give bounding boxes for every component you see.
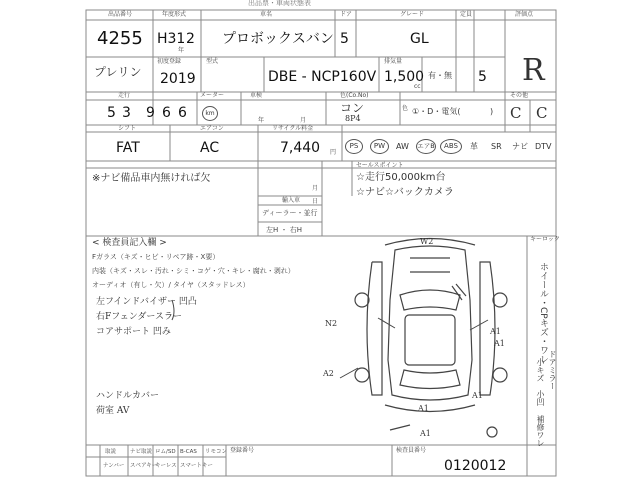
label-color: 色 xyxy=(402,105,409,112)
registration-number: 0120012 xyxy=(444,458,507,474)
note-left: ※ナビ備品車内無ければ欠 xyxy=(92,173,211,184)
color-options: ①・D・電気( xyxy=(412,107,461,116)
diagram-mark: A1 xyxy=(472,391,483,400)
diagram-mark: A1 xyxy=(490,327,501,336)
bottom-cell: リモコン xyxy=(205,449,228,455)
cc-mark: cc xyxy=(414,83,421,90)
color-value: コン xyxy=(340,101,365,115)
inspector-notes-title: < 検査員記入欄 > xyxy=(92,238,167,248)
equipment-pw: PW xyxy=(370,139,389,154)
diagram-mark: N2 xyxy=(325,319,338,328)
label-type: 型式 xyxy=(206,58,219,65)
label-first-reg: 初度登録 xyxy=(157,58,182,65)
bottom-cell: ロム/SD xyxy=(155,449,176,455)
form-title: 出品票・車両状態表 xyxy=(248,0,311,7)
color-options-close: ) xyxy=(490,107,494,116)
diagram-mark: W2 xyxy=(420,237,434,246)
era-year: 2 xyxy=(186,31,195,47)
year-mark: 年 xyxy=(178,47,185,54)
label-day: 日 xyxy=(312,198,319,205)
key-label: キーロック xyxy=(530,236,560,243)
era: H31 xyxy=(157,31,186,47)
color-code: 8P4 xyxy=(345,114,361,123)
label-sales-point: セールスポイント xyxy=(356,162,404,169)
recycle-fee: 7,440 xyxy=(280,140,321,156)
label-import: 輸入車 xyxy=(282,197,301,204)
diagram-mark: A1 xyxy=(418,404,429,413)
equipment-aw: AW xyxy=(396,142,409,151)
mileage-digit: 6 xyxy=(162,105,171,121)
evaluation-score: R xyxy=(522,53,545,88)
diagram-mark: A2 xyxy=(323,369,334,378)
inspection-row-interior: 内装（キズ・スレ・汚れ・シミ・コゲ・穴・キレ・腐れ・剥れ） xyxy=(92,267,295,275)
label-other: その他 xyxy=(510,92,529,99)
right-column-lamp: 補修ワレ xyxy=(536,415,545,447)
doors-value: 5 xyxy=(340,31,349,47)
seating-value: 5 xyxy=(478,69,487,85)
diagram-mark: A1 xyxy=(420,429,431,438)
lot-number: 4255 xyxy=(97,28,143,49)
mileage-digit: 3 xyxy=(122,105,131,121)
handwritten-note: 左フインドバイザー 凹凸 xyxy=(96,297,197,307)
import-dealer: ディーラー・並行 xyxy=(262,209,318,217)
label-month: 月 xyxy=(312,185,319,192)
label-grade: グレード xyxy=(400,11,425,18)
label-car-name: 車名 xyxy=(260,11,273,18)
equipment-navi: ナビ xyxy=(512,142,528,151)
label-doors: ドア xyxy=(340,11,352,18)
right-column-wheel-scratch: 小キズ xyxy=(536,358,545,382)
seating-prefix: 有・無 xyxy=(428,71,452,80)
handwritten-note: 荷室 AV xyxy=(96,406,130,416)
right-column-mirror: ドアミラー xyxy=(548,350,557,390)
bottom-cell: ナンバー xyxy=(103,463,125,469)
year-western: 2019 xyxy=(160,71,196,87)
label-meter: メーター xyxy=(200,92,225,99)
bottom-cell: B-CAS xyxy=(180,449,197,455)
car-name: プロボックスバン xyxy=(222,31,334,47)
aircon-value: AC xyxy=(200,140,220,156)
label-inspection: 車検 xyxy=(250,92,263,99)
inspection-row-glass: Fガラス（キズ・ヒビ・リペア跡・X要） xyxy=(92,253,220,261)
exterior-grade: C xyxy=(536,104,548,122)
bottom-cell: 取説 xyxy=(105,449,117,455)
handwritten-note: コアサポート 凹み xyxy=(96,327,171,337)
label-color-no: 色(Co.No) xyxy=(340,92,369,99)
displacement-value: 1,500 xyxy=(384,69,425,85)
handwritten-note: 右Fフェンダースラー xyxy=(96,312,182,322)
label-inspector-no: 検査員番号 xyxy=(396,447,427,454)
bottom-cell: ナビ取説 xyxy=(130,449,153,455)
right-column-wheel: ホイール・CPキズ・ワレ xyxy=(538,262,548,364)
label-nendo: 年度形式 xyxy=(162,11,187,18)
year-mark-inspection: 年 xyxy=(258,117,265,124)
month-mark-inspection: 月 xyxy=(300,117,307,124)
sales-point-2: ☆ナビ☆バックカメラ xyxy=(356,187,454,198)
km-mark: km xyxy=(202,106,218,121)
maker-note: プレリン xyxy=(94,65,142,79)
import-handle: 左H ・ 右H xyxy=(266,226,302,234)
equipment-abs: ABS xyxy=(440,139,462,154)
mileage-digit: 5 xyxy=(107,105,116,121)
equipment-airbag: エアB xyxy=(416,139,436,154)
equipment-leather: 革 xyxy=(470,142,478,151)
right-column-hub: 小凹 xyxy=(536,390,545,406)
label-lot-number: 出品番号 xyxy=(108,11,133,18)
handwritten-note: ハンドルカバー xyxy=(96,391,160,401)
label-displacement: 排気量 xyxy=(384,58,403,65)
label-evaluation: 評価点 xyxy=(515,11,534,18)
grade-value: GL xyxy=(410,31,429,47)
label-mileage: 走行 xyxy=(118,92,131,99)
shift-value: FAT xyxy=(116,140,140,156)
diagram-mark: A1 xyxy=(494,339,505,348)
sales-point-1: ☆走行50,000km台 xyxy=(356,172,446,183)
inspection-row-audio: オーディオ（有し・欠）/ タイヤ（スタッドレス） xyxy=(92,281,250,289)
equipment-sr: SR xyxy=(491,142,502,151)
interior-grade: C xyxy=(510,104,522,122)
label-shift: シフト xyxy=(118,125,137,132)
car-diagram xyxy=(355,239,507,438)
equipment-ps: PS xyxy=(345,139,363,154)
model-code: DBE - NCP160V xyxy=(268,69,377,85)
mileage-digit: 6 xyxy=(178,105,187,121)
label-reg-no: 登録番号 xyxy=(230,447,255,454)
label-seating: 定員 xyxy=(460,11,473,18)
mileage-digit: 9 xyxy=(146,105,155,121)
bottom-cell: スペアキー xyxy=(130,463,158,469)
label-aircon: エアコン xyxy=(200,125,224,132)
bottom-cell: キーレス xyxy=(155,463,177,469)
equipment-dtv: DTV xyxy=(535,142,552,151)
label-recycle: リサイクル料金 xyxy=(272,125,314,132)
bottom-cell: スマートキー xyxy=(180,463,213,469)
yen-mark: 円 xyxy=(330,149,337,156)
